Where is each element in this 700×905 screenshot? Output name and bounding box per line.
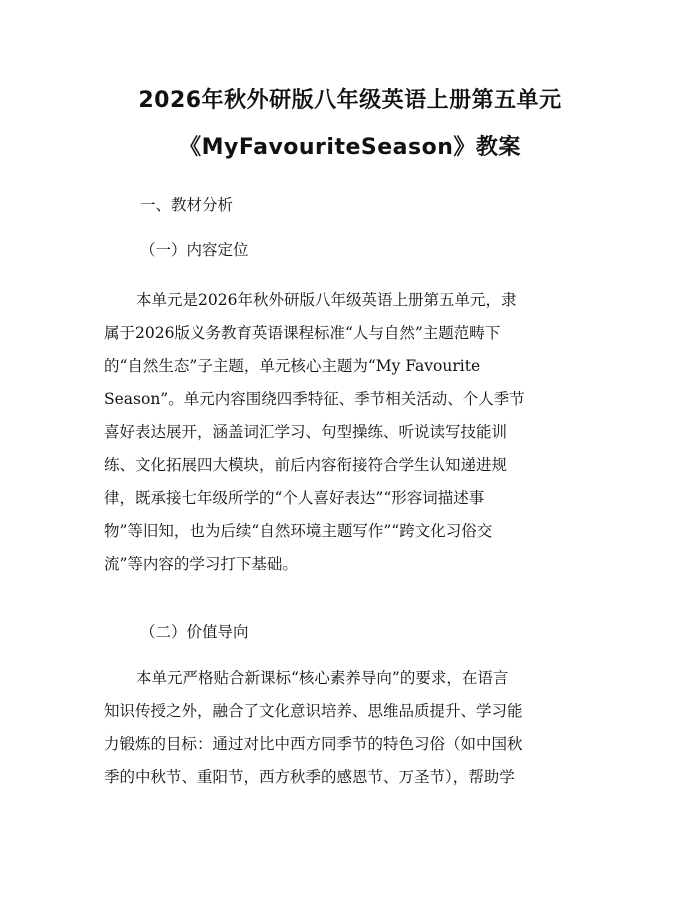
document-title-line-1: 2026年秋外研版八年级英语上册第五单元 xyxy=(138,88,562,113)
paragraph-line: 的“自然生态”子主题，单元核心主题为“My Favourite xyxy=(104,357,481,375)
paragraph-line: 知识传授之外，融合了文化意识培养、思维品质提升、学习能 xyxy=(104,702,523,720)
paragraph-line: 流”等内容的学习打下基础。 xyxy=(104,555,298,573)
section-heading-teaching-material-analysis: 一、教材分析 xyxy=(140,196,234,214)
paragraph-line: Season”。单元内容围绕四季特征、季节相关活动、个人季节 xyxy=(104,390,525,408)
document-title-line-2: 《MyFavouriteSeason》教案 xyxy=(179,135,521,160)
paragraph-line: 力锻炼的目标：通过对比中西方同季节的特色习俗（如中国秋 xyxy=(104,735,523,753)
paragraph-line: 律，既承接七年级所学的“个人喜好表达”“形容词描述事 xyxy=(104,489,485,507)
paragraph-value-orientation xyxy=(104,662,598,794)
paragraph-line: 物”等旧知，也为后续“自然环境主题写作”“跨文化习俗交 xyxy=(104,522,493,540)
subsection-heading-value-orientation: （二）价值导向 xyxy=(140,623,249,641)
subsection-heading-content-positioning: （一）内容定位 xyxy=(140,241,249,259)
paragraph-line: 属于2026版义务教育英语课程标准“人与自然”主题范畴下 xyxy=(104,324,501,342)
paragraph-line: 季的中秋节、重阳节，西方秋季的感恩节、万圣节），帮助学 xyxy=(104,768,515,786)
paragraph-line: 本单元是2026年秋外研版八年级英语上册第五单元，隶 xyxy=(136,291,517,309)
paragraph-line: 练、文化拓展四大模块，前后内容衔接符合学生认知递进规 xyxy=(104,456,508,474)
paragraph-content-positioning xyxy=(104,284,598,581)
paragraph-line: 本单元严格贴合新课标“核心素养导向”的要求，在语言 xyxy=(136,669,509,687)
paragraph-line: 喜好表达展开，涵盖词汇学习、句型操练、听说读写技能训 xyxy=(104,423,508,441)
